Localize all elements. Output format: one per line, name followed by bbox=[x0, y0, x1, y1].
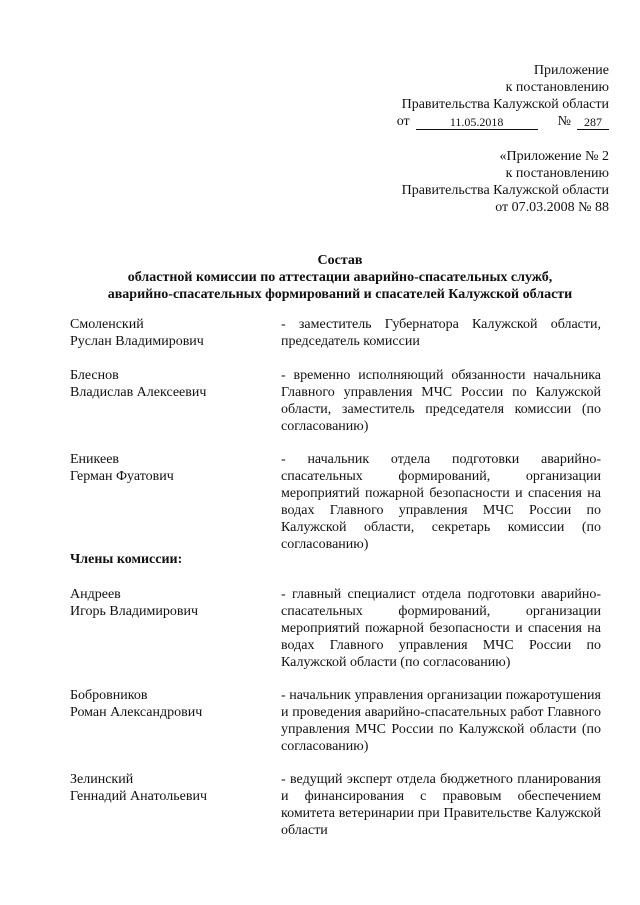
member-name bbox=[70, 771, 260, 805]
original-government-line: Правительства Калужской области bbox=[401, 183, 609, 198]
decree-ref-line: к постановлению bbox=[505, 80, 609, 95]
government-line: Правительства Калужской области bbox=[401, 97, 609, 112]
original-appendix-label: «Приложение № 2 bbox=[499, 149, 609, 164]
appendix-label: Приложение bbox=[533, 63, 609, 78]
member-name bbox=[70, 451, 260, 485]
number-label: № bbox=[557, 114, 571, 129]
from-label: от bbox=[396, 114, 410, 129]
decree-header bbox=[369, 62, 609, 130]
member-role: - главный специалист отдела подготовки аварийно-спасательных формирований, организации мероприятий пожарной безопасности и спасения на водах Главного управления МЧС России по Калужской области (по согласованию) bbox=[281, 587, 601, 670]
member-given-names: Игорь Владимирович bbox=[70, 604, 199, 619]
title-line-3: аварийно-спасательных формирований и спасателей Калужской области bbox=[107, 287, 573, 302]
member-surname: Смоленский bbox=[70, 317, 144, 332]
member-given-names: Владислав Алексеевич bbox=[70, 385, 207, 400]
original-decree-date: от 07.03.2008 № 88 bbox=[495, 200, 609, 215]
decree-number: 287 bbox=[577, 115, 609, 130]
decree-date: 11.05.2018 bbox=[416, 115, 538, 130]
title-line-1: Состав bbox=[317, 253, 363, 268]
member-name bbox=[70, 586, 260, 620]
document-title bbox=[60, 252, 620, 303]
member-surname: Бобровников bbox=[70, 688, 148, 703]
member-name bbox=[70, 316, 260, 350]
original-appendix-header bbox=[369, 148, 609, 216]
member-name bbox=[70, 687, 260, 721]
member-given-names: Герман Фуатович bbox=[70, 469, 174, 484]
member-role: - заместитель Губернатора Калужской области, председатель комиссии bbox=[281, 317, 601, 349]
member-role: - начальник отдела подготовки аварийно-спасательных формирований, организации мероприятий пожарной безопасности и спасения на водах Главного управления МЧС России по Калужской области, секретарь комиссии (по согласованию) bbox=[281, 452, 601, 552]
member-surname: Зелинский bbox=[70, 772, 134, 787]
member-given-names: Руслан Владимирович bbox=[70, 334, 204, 349]
member-surname: Еникеев bbox=[70, 452, 120, 467]
member-given-names: Роман Александрович bbox=[70, 705, 203, 720]
member-role: - начальник управления организации пожаротушения и проведения аварийно-спасательных работ Главного управления МЧС России по Калужской области (по согласованию) bbox=[281, 688, 601, 754]
member-surname: Андреев bbox=[70, 587, 121, 602]
decree-date-line bbox=[369, 113, 609, 130]
members-heading: Члены комиссии: bbox=[70, 552, 183, 567]
original-decree-ref-line: к постановлению bbox=[505, 166, 609, 181]
member-role: - ведущий эксперт отдела бюджетного планирования и финансирования с правовым обеспечением комитета ветеринарии при Правительстве Калужской области bbox=[281, 772, 601, 838]
member-surname: Блеснов bbox=[70, 368, 119, 383]
member-given-names: Геннадий Анатольевич bbox=[70, 789, 207, 804]
title-line-2: областной комиссии по аттестации аварийно-спасательных служб, bbox=[127, 270, 553, 285]
member-role: - временно исполняющий обязанности начальника Главного управления МЧС России по Калужской области, заместитель председателя комиссии (по согласованию) bbox=[281, 368, 601, 434]
member-name bbox=[70, 367, 260, 401]
